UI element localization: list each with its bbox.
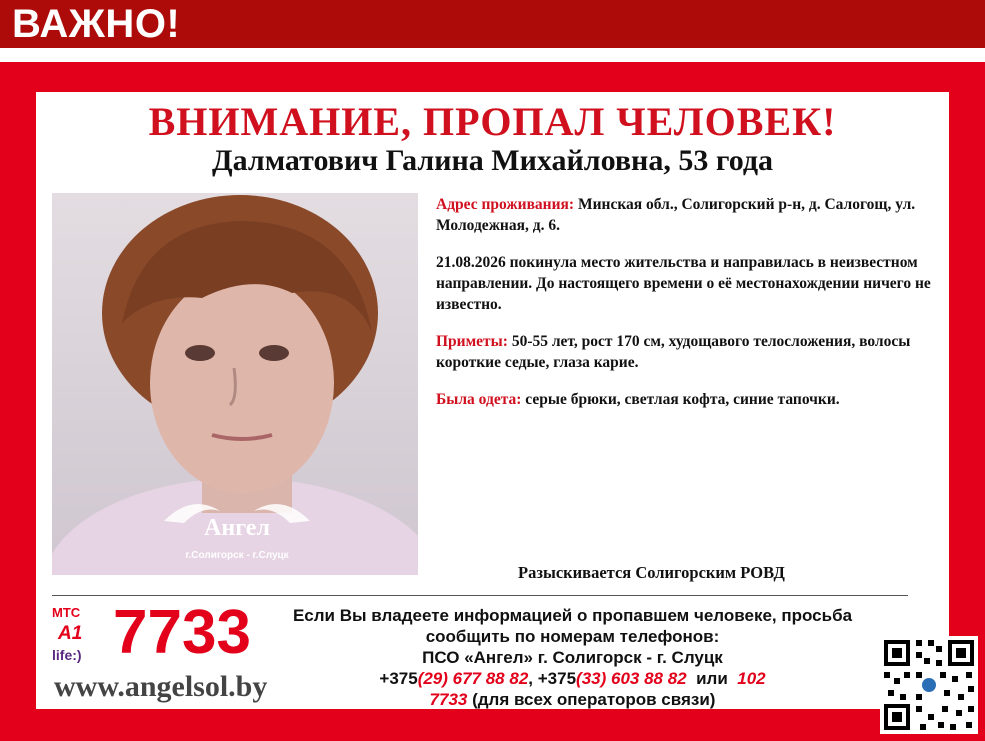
watermark-logo-text: Ангел (204, 515, 270, 541)
address-text: Минская обл., Солигорский р-н, д. Салогощ, ул. Молодежная, д. 6. (436, 196, 916, 234)
top-banner (0, 0, 985, 48)
operator-logos (52, 605, 112, 665)
qr-code-icon[interactable] (880, 636, 978, 734)
phone-4[interactable]: 7733 (429, 690, 468, 709)
watermark-caption: г.Солигорск - г.Слуцк (185, 550, 289, 561)
phone-prefix-2: +375 (537, 669, 577, 688)
address-paragraph (436, 194, 946, 236)
mts-logo: МТС (52, 605, 81, 620)
phone-1[interactable]: (29) 677 88 82 (417, 669, 529, 688)
contact-line-3: ПСО «Ангел» г. Солигорск - г. Слуцк (422, 648, 723, 667)
circumstances-text: 21.08.2026 покинула место жительства и направилась в неизвестном направлении. До настоящего времени о её местонахождении ничего не известно. (436, 254, 931, 313)
address-label: Адрес проживания: (436, 196, 575, 213)
phone-2[interactable]: (33) 603 88 82 (576, 669, 687, 688)
person-name: Далматович Галина Михайловна, 53 года (211, 144, 774, 177)
operators-note: (для всех операторов связи) (472, 690, 716, 709)
or-word: или (696, 669, 728, 688)
short-number[interactable]: 7733 (113, 598, 251, 667)
divider (52, 595, 908, 596)
clothes-text: серые брюки, светлая кофта, синие тапочки. (525, 391, 840, 408)
signs-text: 50-55 лет, рост 170 см, худощавого телосложения, волосы короткие седые, глаза карие. (436, 333, 911, 371)
signs-paragraph (436, 331, 946, 373)
life-logo: life:) (52, 647, 82, 663)
contact-line-1: Если Вы владеете информацией о пропавшем человеке, просьба (292, 606, 853, 625)
banner-label: ВАЖНО! (12, 2, 181, 46)
phones-line-2 (255, 689, 890, 710)
circumstances-paragraph (436, 252, 946, 315)
signs-label: Приметы: (436, 333, 508, 350)
phones-line (255, 668, 890, 689)
missing-person-photo (52, 193, 418, 575)
a1-logo: A1 (58, 623, 83, 644)
phone-separator: , (528, 669, 538, 688)
wanted-by-text: Разыскивается Солигорским РОВД (518, 563, 785, 582)
headline: ВНИМАНИЕ, ПРОПАЛ ЧЕЛОВЕК! (148, 99, 837, 144)
info-block (436, 194, 946, 426)
phone-3[interactable]: 102 (737, 669, 766, 688)
website-link[interactable]: www.angelsol.by (54, 670, 268, 703)
contact-line-2: сообщить по номерам телефонов: (425, 627, 720, 646)
phone-prefix-1: +375 (379, 669, 418, 688)
clothes-paragraph (436, 389, 946, 410)
contact-block (255, 605, 890, 710)
clothes-label: Была одета: (436, 391, 522, 408)
